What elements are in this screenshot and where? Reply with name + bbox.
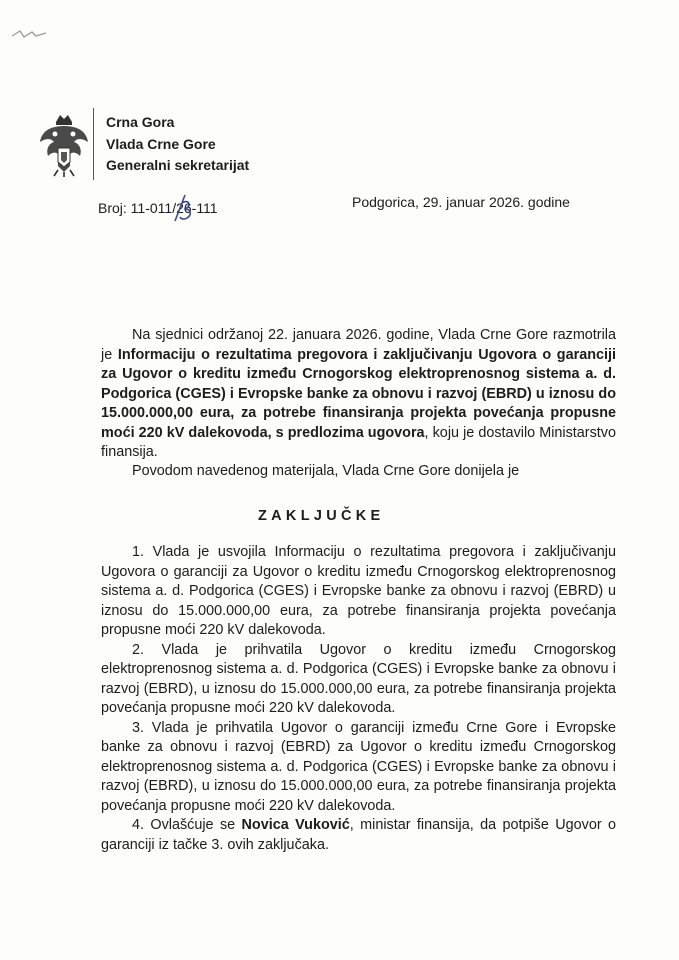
letterhead-office: Generalni sekretarijat <box>106 157 250 173</box>
intro-paragraph <box>101 326 616 463</box>
conclusion-item-4 <box>101 816 616 855</box>
header-divider <box>93 108 94 180</box>
povodom-text: Povodom navedenog materijala, Vlada Crne Gore donijela je <box>132 463 520 479</box>
intro-bold-subject: Informaciju o rezultatima pregovora i zaključivanju Ugovora o garanciji za Ugovor o kreditu između Crnogorskog elektroprenosnog sistema a. d. Podgorica (CGES) i Evropske banke za obnovu i razvoj (EBRD) u iznosu do 15.000.000,00 eura, za potrebe finansiranja projekta povećanja propusne moći 220 kV dalekovoda, s predlozima ugovora <box>101 346 616 441</box>
reference-number <box>98 200 218 216</box>
conclusions-list <box>101 543 616 855</box>
conclusion-item-1: 1. Vlada je usvojila Informaciju o rezultatima pregovora i zaključivanju Ugovora o garanciji za Ugovor o kreditu između Crnogorskog elektroprenosnog sistema a. d. Podgorica (CGES) i Evropske banke za obnovu i razvoj (EBRD) u iznosu do 15.000.000,00 eura, za potrebe finansiranja projekta povećanja propusne moći 220 kV dalekovoda. <box>101 544 616 638</box>
document-date: Podgorica, 29. januar 2026. godine <box>352 194 570 210</box>
letterhead <box>106 112 249 177</box>
conclusion-item-4-end: , ministar finansija, da potpiše Ugovor o garanciji iz tačke 3. ovih zaključaka. <box>101 817 617 853</box>
conclusion-item-2: 2. Vlada je prihvatila Ugovor o kreditu između Crnogorskog elektroprenosnog sistema a. d. Podgorica (CGES) i Evropske banke za obnovu i razvoj (EBRD), u iznosu do 15.000.000,00 eura, za potrebe finansiranja projekta povećanja propusne moći 220 kV dalekovoda. <box>101 641 616 716</box>
minister-name: Novica Vuković <box>241 817 350 833</box>
conclusions-title: ZAKLJUČKE <box>258 508 385 524</box>
letterhead-government: Vlada Crne Gore <box>106 135 216 152</box>
handwritten-suffix <box>171 193 195 223</box>
coat-of-arms-icon <box>38 112 90 178</box>
reference-number-label: Broj: 11-011/26-111 <box>98 200 218 216</box>
intro-text-end: , koju je dostavilo Ministarstvo finansija. <box>101 424 616 460</box>
povodom-paragraph <box>101 462 616 482</box>
scan-artifact-mark <box>10 28 50 40</box>
intro-text-start: Na sjednici održanoj 22. januara 2026. godine, Vlada Crne Gore razmotrila je <box>101 327 616 363</box>
conclusion-item-4-start: 4. Ovlašćuje se <box>132 817 242 833</box>
letterhead-country: Crna Gora <box>106 114 175 130</box>
conclusion-item-3: 3. Vlada je prihvatila Ugovor o garanciji između Crne Gore i Evropske banke za obnovu i razvoj (EBRD) za Ugovor o kreditu između Crnogorskog elektroprenosnog sistema a. d. Podgorica (CGES) i Evropske banke za obnovu i razvoj (EBRD), u iznosu do 15.000.000,00 eura, za potrebe finansiranja projekta povećanja propusne moći 220 kV dalekovoda. <box>101 719 616 814</box>
